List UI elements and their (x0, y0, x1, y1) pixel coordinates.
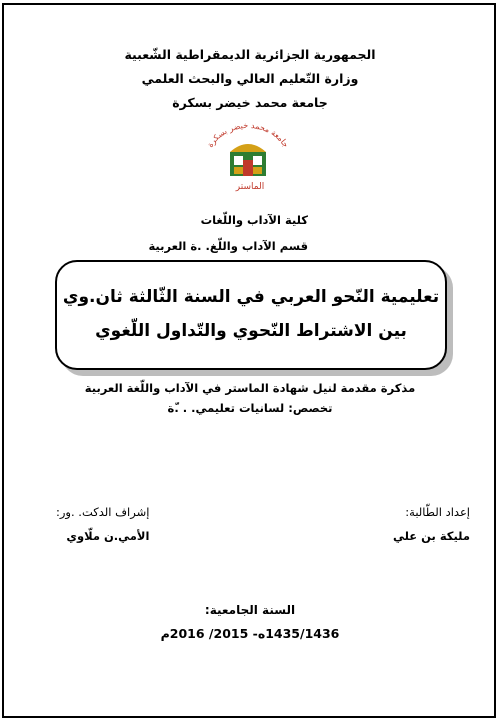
thesis-title-line-1: تعليمية النّحو العربي في السنة الثّالثة ثان.وي (62, 287, 440, 307)
thesis-title-line-2: بين الاشتراط النّحوي والتّداول اللّغوي (95, 321, 407, 341)
student-block (393, 500, 470, 548)
faculty-block (148, 207, 308, 259)
logo-arc-text: جامعة محمد خيضر بسكرة (205, 120, 291, 149)
thesis-title-box (55, 260, 447, 370)
institution-header (0, 43, 500, 115)
logo-crest-icon (230, 144, 266, 176)
supervisor-name: الأمي.ن ملّاوي (66, 529, 150, 543)
student-label: إعداد الطّالبة: (405, 505, 470, 519)
department-name: قسم الآداب واللّغ. .ة العربية (148, 239, 308, 253)
academic-year-value: 1435/1436ه- 2015/ 2016م (160, 626, 340, 641)
republic-name: الجمهورية الجزائرية الديمقراطية الشّعبية (124, 47, 376, 62)
thesis-purpose: مذكرة مقدمة لنيل شهادة الماستر في الآداب واللّغة العربية (84, 381, 416, 395)
supervisor-label: إشراف الدكت. .ور: (56, 505, 150, 519)
thesis-specialization: تخصص: لسانيات تعليمي. . .ّة (167, 401, 333, 415)
supervisor-block (56, 500, 149, 548)
faculty-name: كلية الآداب واللّغات (200, 213, 308, 227)
student-name: مليكة بن علي (392, 529, 470, 543)
logo-caption: الماستر (235, 182, 265, 192)
university-name: جامعة محمد خيضر بسكرة (172, 95, 328, 110)
thesis-info (0, 378, 500, 418)
ministry-name: وزارة التّعليم العالي والبحث العلمي (141, 71, 359, 86)
academic-year-block (0, 598, 500, 646)
academic-year-label: السنة الجامعية: (204, 603, 296, 617)
